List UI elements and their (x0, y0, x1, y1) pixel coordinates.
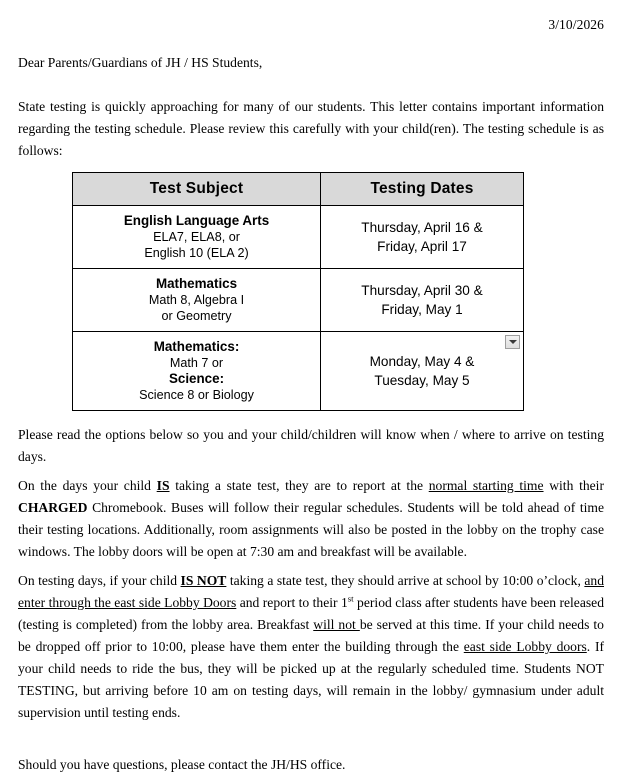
subject-title: English Language Arts (123, 213, 270, 228)
subject-detail-line: English 10 (ELA 2) (144, 246, 249, 260)
text-run: Chromebook. Buses will follow their regular schedules. Students will be told ahead of time their testing locations. Additionally, room assignments will also be posted in the lobby on the trophy case windows. The lobby doors will be open at 7:30 am and breakfast will be available. (18, 500, 604, 559)
subject-title: Mathematics (155, 276, 238, 291)
testing-schedule-table-wrapper (72, 172, 523, 411)
cell-dates-ela (321, 206, 524, 269)
dates-line: Thursday, April 30 & (361, 283, 483, 298)
spacer (18, 468, 604, 475)
text-run: be served at this time. If your child needs to be dropped off prior to 10:00, please have them enter the building through the (18, 617, 604, 654)
emphasis-is-not: IS NOT (180, 573, 227, 588)
table-row (73, 269, 524, 332)
emphasis-is: IS (156, 478, 170, 493)
column-header-testing-dates: Testing Dates (321, 173, 524, 206)
table-row (73, 332, 524, 411)
dates-line: Monday, May 4 & (369, 354, 475, 369)
salutation: Dear Parents/Guardians of JH / HS Students, (18, 55, 263, 70)
cell-subject-math8 (73, 269, 321, 332)
subject-title-secondary: Science: (168, 371, 225, 386)
text-run: On testing days, if your child (18, 573, 181, 588)
text-run: . If your child needs to ride the bus, they will be picked up at the regularly scheduled time. Students NOT TESTING, but arriving before 10 am on testing days, will remain in the lobby/ gymnasium under adult supervision until testing ends. (18, 639, 604, 720)
emphasis-normal-starting-time: normal starting time (428, 478, 544, 493)
chevron-down-icon[interactable] (505, 335, 520, 349)
ordinal-suffix: st (347, 593, 354, 604)
spacer (18, 563, 604, 570)
subject-detail-line: ELA7, ELA8, or (153, 230, 240, 244)
text-run: period class after students have been released (testing is completed) from the lobby area. Breakfast (18, 595, 604, 632)
table-row (73, 206, 524, 269)
testing-day-paragraph (18, 475, 604, 563)
subject-detail-line: Math 7 or (169, 356, 224, 370)
emphasis-charged: CHARGED (18, 500, 88, 515)
cell-dates-math7-science (321, 332, 524, 411)
text-run: On the days your child (18, 478, 157, 493)
column-header-test-subject: Test Subject (73, 173, 321, 206)
spacer (18, 74, 604, 96)
testing-schedule-table (72, 172, 524, 411)
dates-line: Thursday, April 16 & (361, 220, 483, 235)
intro-paragraph: State testing is quickly approaching for many of our students. This letter contains important information regarding the testing schedule. Please review this carefully with your child(ren). The testing schedule is as follows: (18, 99, 604, 158)
spacer (18, 724, 604, 754)
table-header-row (73, 173, 524, 206)
cell-subject-math7-science (73, 332, 321, 411)
dates-line: Tuesday, May 5 (374, 373, 470, 388)
emphasis-east-side-lobby-doors-2: east side Lobby doors (463, 639, 587, 654)
dates-line: Friday, April 17 (377, 239, 467, 254)
emphasis-east-side-lobby-doors: and enter through the east side Lobby Doors (18, 573, 604, 610)
subject-detail-line: Science 8 or Biology (139, 388, 254, 402)
subject-detail-line: Math 8, Algebra I (148, 293, 245, 307)
cell-dates-math8 (321, 269, 524, 332)
text-run: taking a state test, they should arrive at school by 10:00 o’clock, (226, 573, 585, 588)
emphasis-will-not: will not (313, 617, 360, 632)
document-date: 3/10/2026 (548, 17, 604, 32)
options-paragraph: Please read the options below so you and your child/children will know when / where to arrive on testing days. (18, 427, 604, 464)
subject-detail-line: or Geometry (161, 309, 232, 323)
dates-line: Friday, May 1 (381, 302, 463, 317)
letter-upper-body (18, 52, 604, 162)
cell-subject-ela (73, 206, 321, 269)
subject-title: Mathematics: (153, 339, 240, 354)
text-run: with their (543, 478, 604, 493)
non-testing-day-paragraph (18, 570, 604, 724)
text-run: and report to their 1 (236, 595, 348, 610)
letter-lower-body (18, 424, 604, 776)
text-run: taking a state test, they are to report at the (169, 478, 429, 493)
closing-paragraph: Should you have questions, please contact the JH/HS office. (18, 757, 346, 772)
chevron-down-glyph (509, 340, 517, 344)
